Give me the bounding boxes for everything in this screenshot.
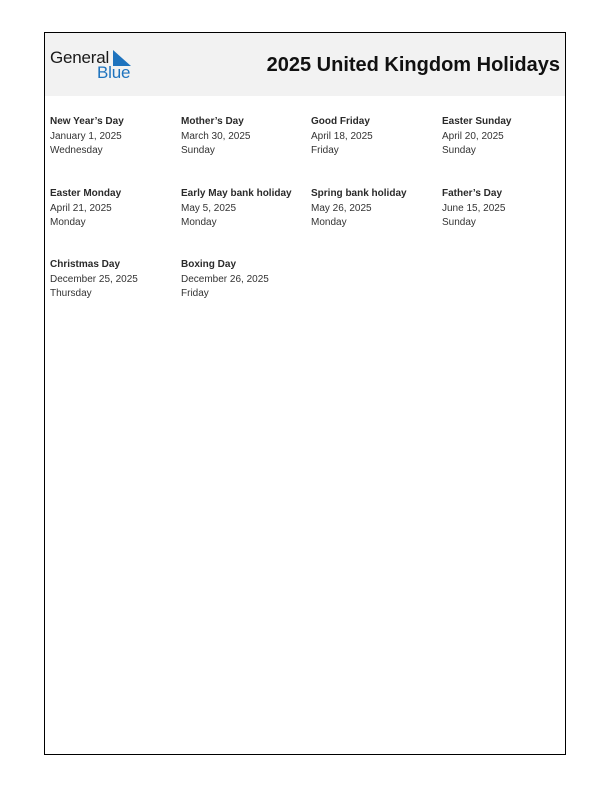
- generalblue-logo: [50, 48, 140, 84]
- holiday-entry: [50, 258, 175, 302]
- holiday-name: New Year’s Day: [50, 116, 124, 127]
- logo-word-blue: Blue: [97, 63, 131, 82]
- holiday-date: April 20, 2025: [442, 130, 504, 142]
- holiday-date: December 26, 2025: [181, 273, 269, 285]
- holiday-entry: [50, 115, 175, 159]
- holiday-entry: [181, 258, 306, 302]
- holiday-entry: [442, 187, 567, 231]
- holiday-date: May 26, 2025: [311, 202, 372, 214]
- holiday-name: Boxing Day: [181, 259, 237, 270]
- holiday-name: Christmas Day: [50, 259, 121, 270]
- holiday-weekday: Wednesday: [50, 145, 103, 156]
- holiday-entry: [311, 115, 436, 159]
- holiday-weekday: Friday: [181, 288, 209, 299]
- holiday-entry: [181, 115, 306, 159]
- holiday-name: Early May bank holiday: [181, 188, 292, 199]
- header-band: [45, 33, 565, 96]
- holiday-name: Mother’s Day: [181, 116, 244, 127]
- holiday-date: April 18, 2025: [311, 130, 373, 142]
- holiday-weekday: Monday: [181, 217, 217, 228]
- holiday-name: Good Friday: [311, 116, 370, 127]
- holiday-weekday: Monday: [50, 217, 86, 228]
- holiday-weekday: Thursday: [50, 288, 92, 299]
- holiday-weekday: Sunday: [442, 145, 476, 156]
- holiday-entry: [442, 115, 567, 159]
- holiday-entry: [311, 187, 436, 231]
- holiday-entry: [181, 187, 306, 231]
- holiday-weekday: Sunday: [181, 145, 215, 156]
- holiday-weekday: Monday: [311, 217, 347, 228]
- holiday-entry: [50, 187, 175, 231]
- holiday-date: May 5, 2025: [181, 202, 237, 214]
- page-frame: [44, 32, 566, 755]
- holiday-date: June 15, 2025: [442, 202, 506, 214]
- holiday-name: Spring bank holiday: [311, 188, 407, 199]
- holiday-date: January 1, 2025: [50, 130, 122, 142]
- logo-word-general: General: [50, 48, 110, 67]
- holiday-date: December 25, 2025: [50, 273, 138, 285]
- holiday-name: Father’s Day: [442, 188, 503, 199]
- page-title: 2025 United Kingdom Holidays: [266, 54, 560, 76]
- holiday-name: Easter Sunday: [442, 116, 512, 127]
- holiday-name: Easter Monday: [50, 188, 122, 199]
- holiday-date: March 30, 2025: [181, 130, 251, 142]
- holiday-weekday: Sunday: [442, 217, 476, 228]
- holiday-weekday: Friday: [311, 145, 339, 156]
- holiday-date: April 21, 2025: [50, 202, 112, 214]
